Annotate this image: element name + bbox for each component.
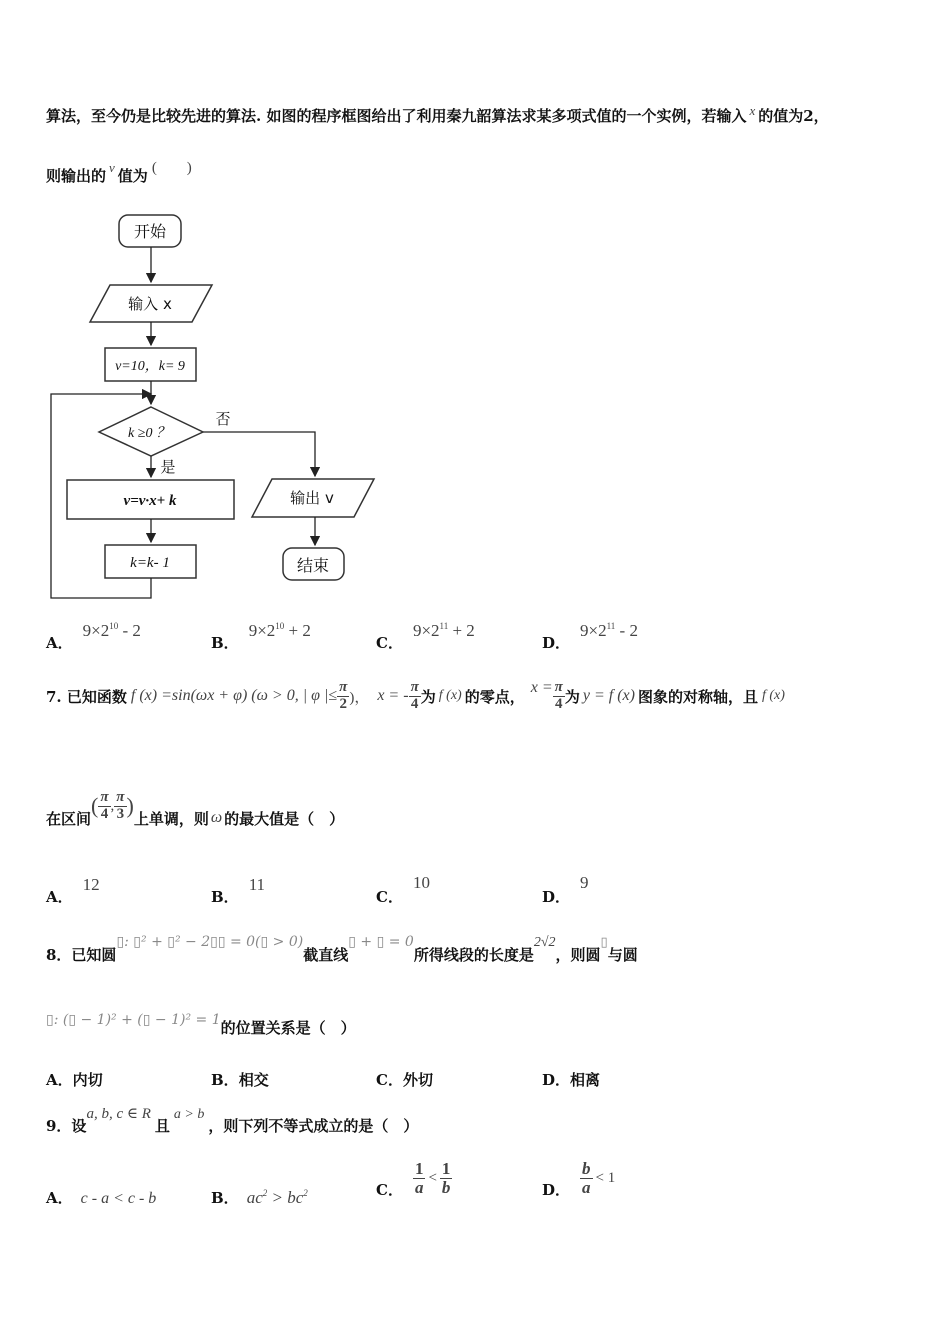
q7-pi-over-2: $\frac{\pi}{2}$	[339, 679, 348, 712]
q7-line2: 在区间 ( $\frac{\pi}{4}$ , $\frac{\pi}{3}$ ) 上单调，则 ω 的最大值是（ ）	[46, 789, 345, 828]
q8-circle-m: ▯: ▯² + ▯² − 2▯▯ = 0(▯ > 0)	[116, 934, 304, 950]
start-label: 开始	[133, 222, 167, 241]
q7-option-c[interactable]: C．10	[376, 873, 430, 906]
q7-pi-over-4: $\frac{\pi}{4}$	[410, 679, 419, 712]
q7-interval-right: $\frac{\pi}{3}$	[116, 789, 125, 822]
omega: ω	[210, 809, 223, 827]
q7-option-d[interactable]: D．9	[542, 873, 589, 906]
yes-label: 是	[160, 458, 176, 476]
q7-function: f (x) =sin(ωx + φ) (ω > 0, | φ |≤	[130, 687, 338, 705]
q7-line1: 7. 已知函数 f (x) =sin(ωx + φ) (ω > 0, | φ |≤ $\frac{\pi}{2}$ )， x = - $\frac{\pi}{4}$ 为 f (x) 的零点， x = $\frac{\pi}{4}$ 为 y = f (x) 图象的对称轴，且 f (x)	[46, 679, 785, 712]
q7-pi-over-4-b: $\frac{\pi}{4}$	[554, 679, 563, 712]
q8-line2: ▯: (▯ − 1)² + (▯ − 1)² = 1的位置关系是（ ）	[46, 1012, 356, 1037]
q8-option-a[interactable]: A．内切	[46, 1071, 103, 1089]
q8-option-d[interactable]: D．相离	[542, 1071, 601, 1089]
output-label: 输出 v	[290, 489, 334, 507]
q9-option-b[interactable]: B． $ac^2 > bc^2$	[211, 1188, 308, 1207]
q6-option-c[interactable]: C．$9\times 2^{11} + 2$	[376, 621, 475, 652]
end-label: 结束	[296, 556, 330, 575]
q8-line1: 8．已知圆▯: ▯² + ▯² − 2▯▯ = 0(▯ > 0)截直线▯ + ▯ = 0所得线段的长度是2√2，则圆▯与圆	[46, 934, 638, 964]
q6-option-a[interactable]: A．$9\times 2^{10} - 2$	[46, 621, 141, 652]
q9-cond: a > b	[173, 1107, 205, 1122]
q9-option-a[interactable]: A． c - a < c - b	[46, 1189, 157, 1207]
q8-circle-n: ▯: (▯ − 1)² + (▯ − 1)² = 1	[46, 1012, 221, 1028]
condition-label: k ≥0 ？	[128, 426, 170, 441]
arrow-no	[203, 432, 315, 476]
q6-option-c-expr: $9\times 2^{11} + 2$	[412, 621, 475, 640]
input-label: 输入 x	[128, 295, 172, 313]
q9-line: 9．设a, b, c ∈ R且a > b，则下列不等式成立的是（ ）	[46, 1106, 419, 1135]
q9-option-d[interactable]: D． $\frac{b}{a}$ < 1	[542, 1159, 616, 1199]
q7-interval-left: $\frac{\pi}{4}$	[100, 789, 109, 822]
q8-option-b[interactable]: B．相交	[211, 1071, 269, 1089]
q6-option-d-expr: $9\times 2^{11} - 2$	[580, 621, 638, 640]
decrement-label: k=k- 1	[130, 555, 170, 571]
q9-option-c[interactable]: C． $\frac{1}{a}$ < $\frac{1}{b}$	[376, 1159, 451, 1199]
q7-option-a[interactable]: A．12	[46, 875, 100, 906]
q6-line2: 则输出的 v 值为 ( )	[46, 160, 192, 185]
no-label: 否	[215, 410, 231, 428]
q6-line1: 算法，至今仍是比较先进的算法. 如图的程序框图给出了利用秦九韶算法求某多项式值的一个实例，若输入 x 的值为2，	[46, 103, 829, 125]
q6-option-b-expr: $9\times 2^{10} + 2$	[248, 621, 311, 640]
init-label: v=10，k= 9	[115, 359, 185, 374]
answer-paren: ( )	[151, 160, 192, 176]
q9-set: a, b, c ∈ R	[86, 1106, 151, 1122]
var-x: x	[749, 103, 756, 118]
update-label: v=v·x+ k	[123, 493, 177, 509]
var-v: v	[109, 160, 115, 175]
q8-line-eq: ▯ + ▯ = 0	[348, 934, 414, 950]
q6-option-b[interactable]: B．$9\times 2^{10} + 2$	[211, 621, 311, 652]
q8-length: 2√2	[533, 935, 556, 950]
q6-option-d[interactable]: D．$9\times 2^{11} - 2$	[542, 621, 638, 652]
flowchart	[0, 0, 950, 620]
q6-option-a-expr: $9\times 2^{10} - 2$	[82, 621, 141, 640]
q7-option-b[interactable]: B．11	[211, 875, 266, 906]
q8-option-c[interactable]: C．外切	[376, 1071, 433, 1089]
